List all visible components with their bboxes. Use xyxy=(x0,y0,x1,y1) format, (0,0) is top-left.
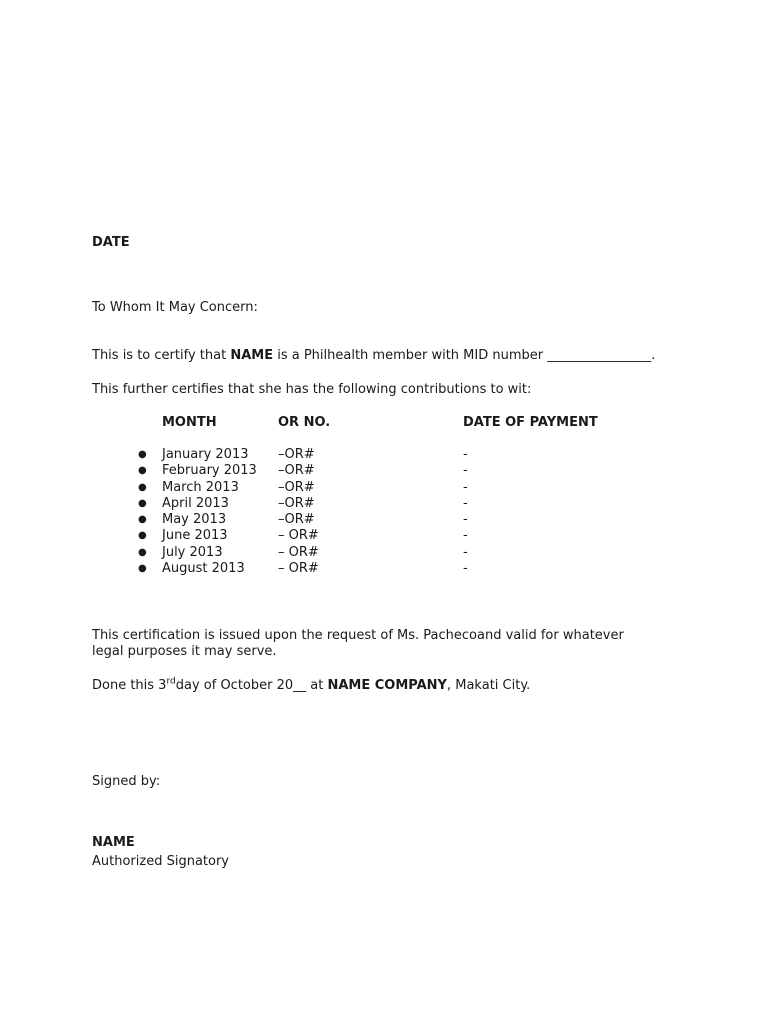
bullet-icon: ● xyxy=(138,563,147,575)
header-month: MONTH xyxy=(162,415,217,430)
row-date: - xyxy=(463,463,468,479)
list-item xyxy=(0,545,768,561)
row-date: - xyxy=(463,544,468,560)
bullet-icon: ● xyxy=(138,530,147,542)
bullet-icon: ● xyxy=(138,514,147,526)
row-date: - xyxy=(463,528,468,544)
row-month: May 2013 xyxy=(162,512,227,528)
row-or: –OR# xyxy=(278,512,315,528)
bullet-icon: ● xyxy=(138,481,147,493)
row-or: –OR# xyxy=(278,479,315,495)
contributions-table-header xyxy=(0,415,768,431)
list-item xyxy=(0,496,768,512)
row-or: – OR# xyxy=(278,561,319,577)
certify-prefix: This is to certify that xyxy=(92,348,231,363)
row-or: –OR# xyxy=(278,463,315,479)
bullet-icon: ● xyxy=(138,546,147,558)
row-date: - xyxy=(463,447,468,462)
salutation: To Whom It May Concern: xyxy=(92,300,258,315)
header-date-of-payment: DATE OF PAYMENT xyxy=(463,415,598,430)
row-month: July 2013 xyxy=(162,544,223,560)
further-sentence: This further certifies that she has the following contributions to wit: xyxy=(92,382,532,397)
contributions-list xyxy=(0,447,768,577)
row-month: April 2013 xyxy=(162,495,229,511)
certify-suffix: is a Philhealth member with MID number ________________. xyxy=(273,348,656,363)
row-month: January 2013 xyxy=(162,447,249,462)
row-month: February 2013 xyxy=(162,463,257,479)
row-or: – OR# xyxy=(278,528,319,544)
row-date: - xyxy=(463,479,468,495)
done-suffix: , Makati City. xyxy=(446,678,531,693)
date-label: DATE xyxy=(92,235,130,250)
done-middle: day of October 20__ at xyxy=(175,678,328,693)
certify-sentence xyxy=(92,348,655,364)
list-item xyxy=(0,463,768,479)
bullet-icon: ● xyxy=(138,497,147,509)
list-item xyxy=(0,528,768,544)
signatory-title: Authorized Signatory xyxy=(92,854,229,869)
signatory-name: NAME xyxy=(92,835,135,850)
row-date: - xyxy=(463,495,468,511)
list-item xyxy=(0,561,768,577)
issued-paragraph: This certification is issued upon the request of Ms. Pachecoand valid for whatever legal purposes it may serve. xyxy=(92,628,624,659)
done-prefix: Done this 3 xyxy=(92,678,167,693)
signed-by-label: Signed by: xyxy=(92,774,161,789)
member-name: NAME xyxy=(230,348,274,363)
row-date: - xyxy=(463,561,468,577)
row-or: – OR# xyxy=(278,544,319,560)
company-name: NAME COMPANY xyxy=(327,678,447,693)
row-or: –OR# xyxy=(278,447,315,462)
row-month: June 2013 xyxy=(162,528,228,544)
ordinal-suffix: rd xyxy=(166,676,176,687)
row-date: - xyxy=(463,512,468,528)
row-month: August 2013 xyxy=(162,561,245,577)
bullet-icon: ● xyxy=(138,449,147,460)
bullet-icon: ● xyxy=(138,465,147,477)
list-item xyxy=(0,480,768,496)
list-item xyxy=(0,447,768,463)
row-month: March 2013 xyxy=(162,479,239,495)
header-or-no: OR NO. xyxy=(278,415,331,430)
done-sentence xyxy=(92,678,530,694)
row-or: –OR# xyxy=(278,495,315,511)
list-item xyxy=(0,512,768,528)
